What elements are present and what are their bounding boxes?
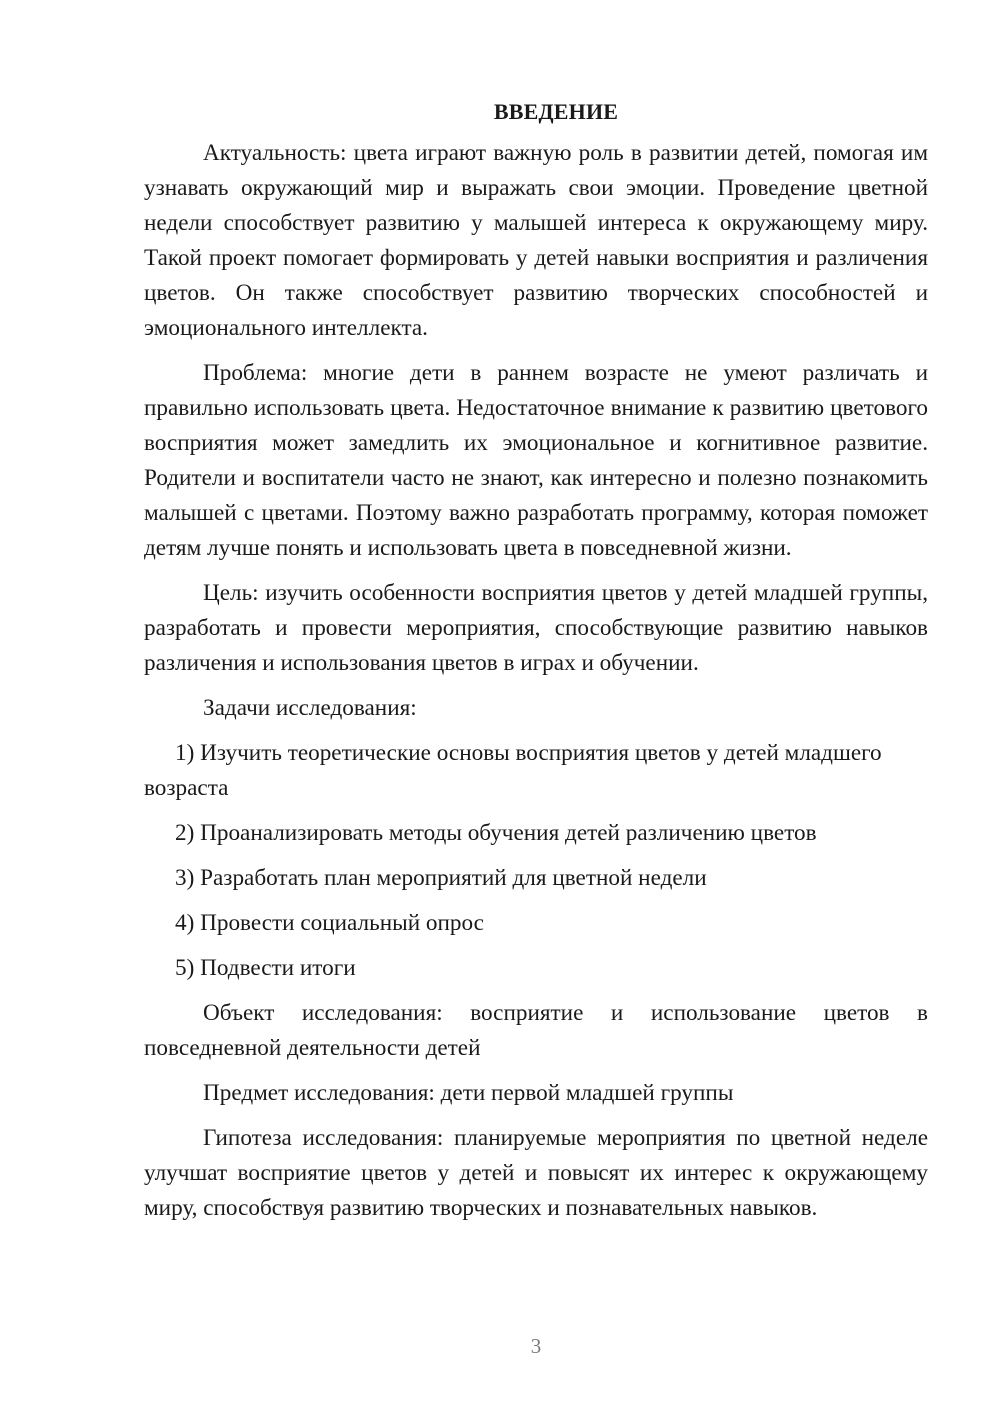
page-number: 3 (530, 1334, 542, 1358)
relevance-paragraph: Актуальность: цвета играют важную роль в развитии детей, помогая им узнавать окружающий мир и выражать свои эмоции. Проведение цветной недели способствует развитию у малышей интереса к окружающему миру. Такой проект помогает формировать у детей навыки восприятия и различения цветов. Он также способствует развитию творческих способностей и эмоционального интеллекта. (144, 140, 928, 341)
object-paragraph: Объект исследования: восприятие и использование цветов в повседневной деятельности детей (144, 1000, 928, 1061)
task-item-5: 5) Подвести итоги (175, 955, 356, 981)
problem-paragraph: Проблема: многие дети в раннем возрасте не умеют различать и правильно использовать цвета. Недостаточное внимание к развитию цветового восприятия может замедлить их эмоциональное и когнитивное развитие. Родители и воспитатели часто не знают, как интересно и полезно познакомить малышей с цветами. Поэтому важно разработать программу, которая поможет детям лучше понять и использовать цвета в повседневной жизни. (144, 360, 928, 561)
task-item-1: 1) Изучить теоретические основы восприятия цветов у детей младшего возраста (144, 740, 882, 801)
document-page (144, 94, 928, 1236)
goal-paragraph: Цель: изучить особенности восприятия цветов у детей младшей группы, разработать и провести мероприятия, способствующие развитию навыков различения и использования цветов в играх и обучении. (144, 580, 928, 676)
task-item-3: 3) Разработать план мероприятий для цветной недели (175, 865, 707, 891)
hypothesis-paragraph: Гипотеза исследования: планируемые мероприятия по цветной неделе улучшат восприятие цветов у детей и повысят их интерес к окружающему миру, способствуя развитию творческих и познавательных навыков. (144, 1125, 928, 1221)
section-title: ВВЕДЕНИЕ (493, 99, 619, 124)
subject-paragraph: Предмет исследования: дети первой младшей группы (203, 1080, 734, 1106)
tasks-heading: Задачи исследования: (203, 695, 417, 721)
task-item-2: 2) Проанализировать методы обучения детей различению цветов (175, 820, 817, 846)
task-item-4: 4) Провести социальный опрос (175, 910, 484, 936)
